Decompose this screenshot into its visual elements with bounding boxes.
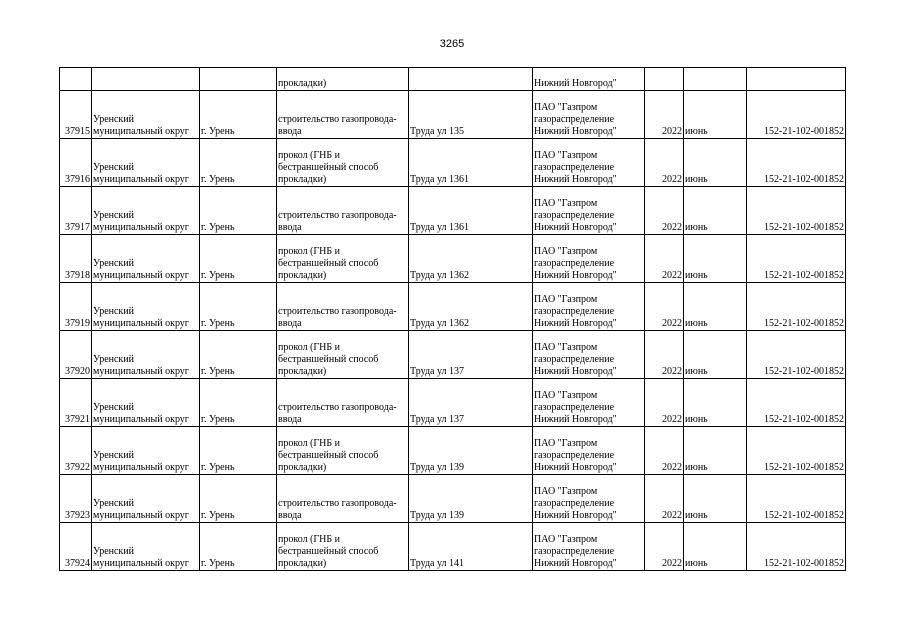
cell-address: Труда ул 1361: [409, 187, 533, 235]
cell-owner: ПАО "Газпром газораспределение Нижний Новгород": [533, 379, 645, 427]
cell-code: [747, 68, 846, 91]
cell-owner: ПАО "Газпром газораспределение Нижний Новгород": [533, 139, 645, 187]
cell-work: прокол (ГНБ и бестраншейный способ прокладки): [277, 139, 409, 187]
cell-city: [200, 68, 277, 91]
cell-year: 2022: [645, 187, 684, 235]
cell-num: 37920: [60, 331, 92, 379]
cell-code: 152-21-102-001852: [747, 91, 846, 139]
cell-code: 152-21-102-001852: [747, 235, 846, 283]
data-table: [59, 67, 846, 571]
cell-district: Уренский муниципальный округ: [92, 91, 200, 139]
cell-address: Труда ул 137: [409, 331, 533, 379]
cell-district: Уренский муниципальный округ: [92, 235, 200, 283]
cell-num: 37915: [60, 91, 92, 139]
table-row: [60, 427, 846, 475]
cell-month: июнь: [684, 427, 747, 475]
cell-city: г. Урень: [200, 139, 277, 187]
cell-district: Уренский муниципальный округ: [92, 475, 200, 523]
cell-city: г. Урень: [200, 475, 277, 523]
cell-code: 152-21-102-001852: [747, 475, 846, 523]
cell-district: Уренский муниципальный округ: [92, 187, 200, 235]
table-row: [60, 523, 846, 571]
cell-city: г. Урень: [200, 379, 277, 427]
cell-num: 37923: [60, 475, 92, 523]
cell-month: июнь: [684, 139, 747, 187]
cell-address: Труда ул 139: [409, 427, 533, 475]
table-row: [60, 139, 846, 187]
cell-owner: ПАО "Газпром газораспределение Нижний Новгород": [533, 235, 645, 283]
cell-owner: ПАО "Газпром газораспределение Нижний Новгород": [533, 475, 645, 523]
cell-district: Уренский муниципальный округ: [92, 523, 200, 571]
cell-city: г. Урень: [200, 235, 277, 283]
cell-year: 2022: [645, 331, 684, 379]
cell-code: 152-21-102-001852: [747, 523, 846, 571]
cell-num: 37918: [60, 235, 92, 283]
table-row: [60, 91, 846, 139]
cell-code: 152-21-102-001852: [747, 283, 846, 331]
cell-work: строительство газопровода- ввода: [277, 283, 409, 331]
cell-code: 152-21-102-001852: [747, 331, 846, 379]
cell-owner: ПАО "Газпром газораспределение Нижний Новгород": [533, 187, 645, 235]
cell-city: г. Урень: [200, 283, 277, 331]
cell-month: июнь: [684, 91, 747, 139]
cell-district: Уренский муниципальный округ: [92, 331, 200, 379]
cell-city: г. Урень: [200, 331, 277, 379]
cell-owner: ПАО "Газпром газораспределение Нижний Новгород": [533, 331, 645, 379]
cell-work: прокладки): [277, 68, 409, 91]
cell-address: Труда ул 1362: [409, 235, 533, 283]
cell-work: прокол (ГНБ и бестраншейный способ прокладки): [277, 235, 409, 283]
cell-year: 2022: [645, 475, 684, 523]
cell-address: Труда ул 141: [409, 523, 533, 571]
cell-work: строительство газопровода- ввода: [277, 379, 409, 427]
table-body: [60, 68, 846, 571]
cell-year: 2022: [645, 91, 684, 139]
cell-year: 2022: [645, 235, 684, 283]
cell-code: 152-21-102-001852: [747, 187, 846, 235]
cell-month: июнь: [684, 187, 747, 235]
cell-city: г. Урень: [200, 523, 277, 571]
cell-year: 2022: [645, 427, 684, 475]
cell-work: строительство газопровода- ввода: [277, 475, 409, 523]
table-row: [60, 235, 846, 283]
cell-work: прокол (ГНБ и бестраншейный способ прокладки): [277, 331, 409, 379]
cell-code: 152-21-102-001852: [747, 139, 846, 187]
table-row: [60, 475, 846, 523]
cell-month: июнь: [684, 235, 747, 283]
cell-city: г. Урень: [200, 427, 277, 475]
cell-address: Труда ул 1362: [409, 283, 533, 331]
cell-year: 2022: [645, 283, 684, 331]
cell-year: 2022: [645, 139, 684, 187]
cell-year: 2022: [645, 379, 684, 427]
cell-work: строительство газопровода- ввода: [277, 187, 409, 235]
cell-code: 152-21-102-001852: [747, 379, 846, 427]
cell-num: 37916: [60, 139, 92, 187]
cell-owner: ПАО "Газпром газораспределение Нижний Новгород": [533, 283, 645, 331]
cell-district: Уренский муниципальный округ: [92, 139, 200, 187]
cell-num: 37919: [60, 283, 92, 331]
table-row: [60, 331, 846, 379]
cell-city: г. Урень: [200, 187, 277, 235]
cell-code: 152-21-102-001852: [747, 427, 846, 475]
cell-address: Труда ул 135: [409, 91, 533, 139]
cell-district: [92, 68, 200, 91]
cell-address: Труда ул 1361: [409, 139, 533, 187]
cell-work: строительство газопровода- ввода: [277, 91, 409, 139]
cell-work: прокол (ГНБ и бестраншейный способ прокладки): [277, 523, 409, 571]
cell-month: июнь: [684, 283, 747, 331]
continuation-row: [60, 68, 846, 91]
cell-num: 37917: [60, 187, 92, 235]
cell-owner: Нижний Новгород": [533, 68, 645, 91]
cell-owner: ПАО "Газпром газораспределение Нижний Новгород": [533, 427, 645, 475]
cell-address: Труда ул 139: [409, 475, 533, 523]
cell-city: г. Урень: [200, 91, 277, 139]
cell-month: июнь: [684, 523, 747, 571]
cell-owner: ПАО "Газпром газораспределение Нижний Новгород": [533, 91, 645, 139]
cell-num: 37922: [60, 427, 92, 475]
cell-address: Труда ул 137: [409, 379, 533, 427]
cell-year: [645, 68, 684, 91]
cell-work: прокол (ГНБ и бестраншейный способ прокладки): [277, 427, 409, 475]
cell-district: Уренский муниципальный округ: [92, 283, 200, 331]
page-number: 3265: [439, 38, 465, 50]
cell-address: [409, 68, 533, 91]
cell-num: 37921: [60, 379, 92, 427]
cell-month: [684, 68, 747, 91]
cell-month: июнь: [684, 379, 747, 427]
cell-num: [60, 68, 92, 91]
cell-num: 37924: [60, 523, 92, 571]
cell-owner: ПАО "Газпром газораспределение Нижний Новгород": [533, 523, 645, 571]
table-row: [60, 187, 846, 235]
table-row: [60, 283, 846, 331]
cell-year: 2022: [645, 523, 684, 571]
cell-month: июнь: [684, 331, 747, 379]
cell-district: Уренский муниципальный округ: [92, 379, 200, 427]
cell-month: июнь: [684, 475, 747, 523]
table-row: [60, 379, 846, 427]
cell-district: Уренский муниципальный округ: [92, 427, 200, 475]
